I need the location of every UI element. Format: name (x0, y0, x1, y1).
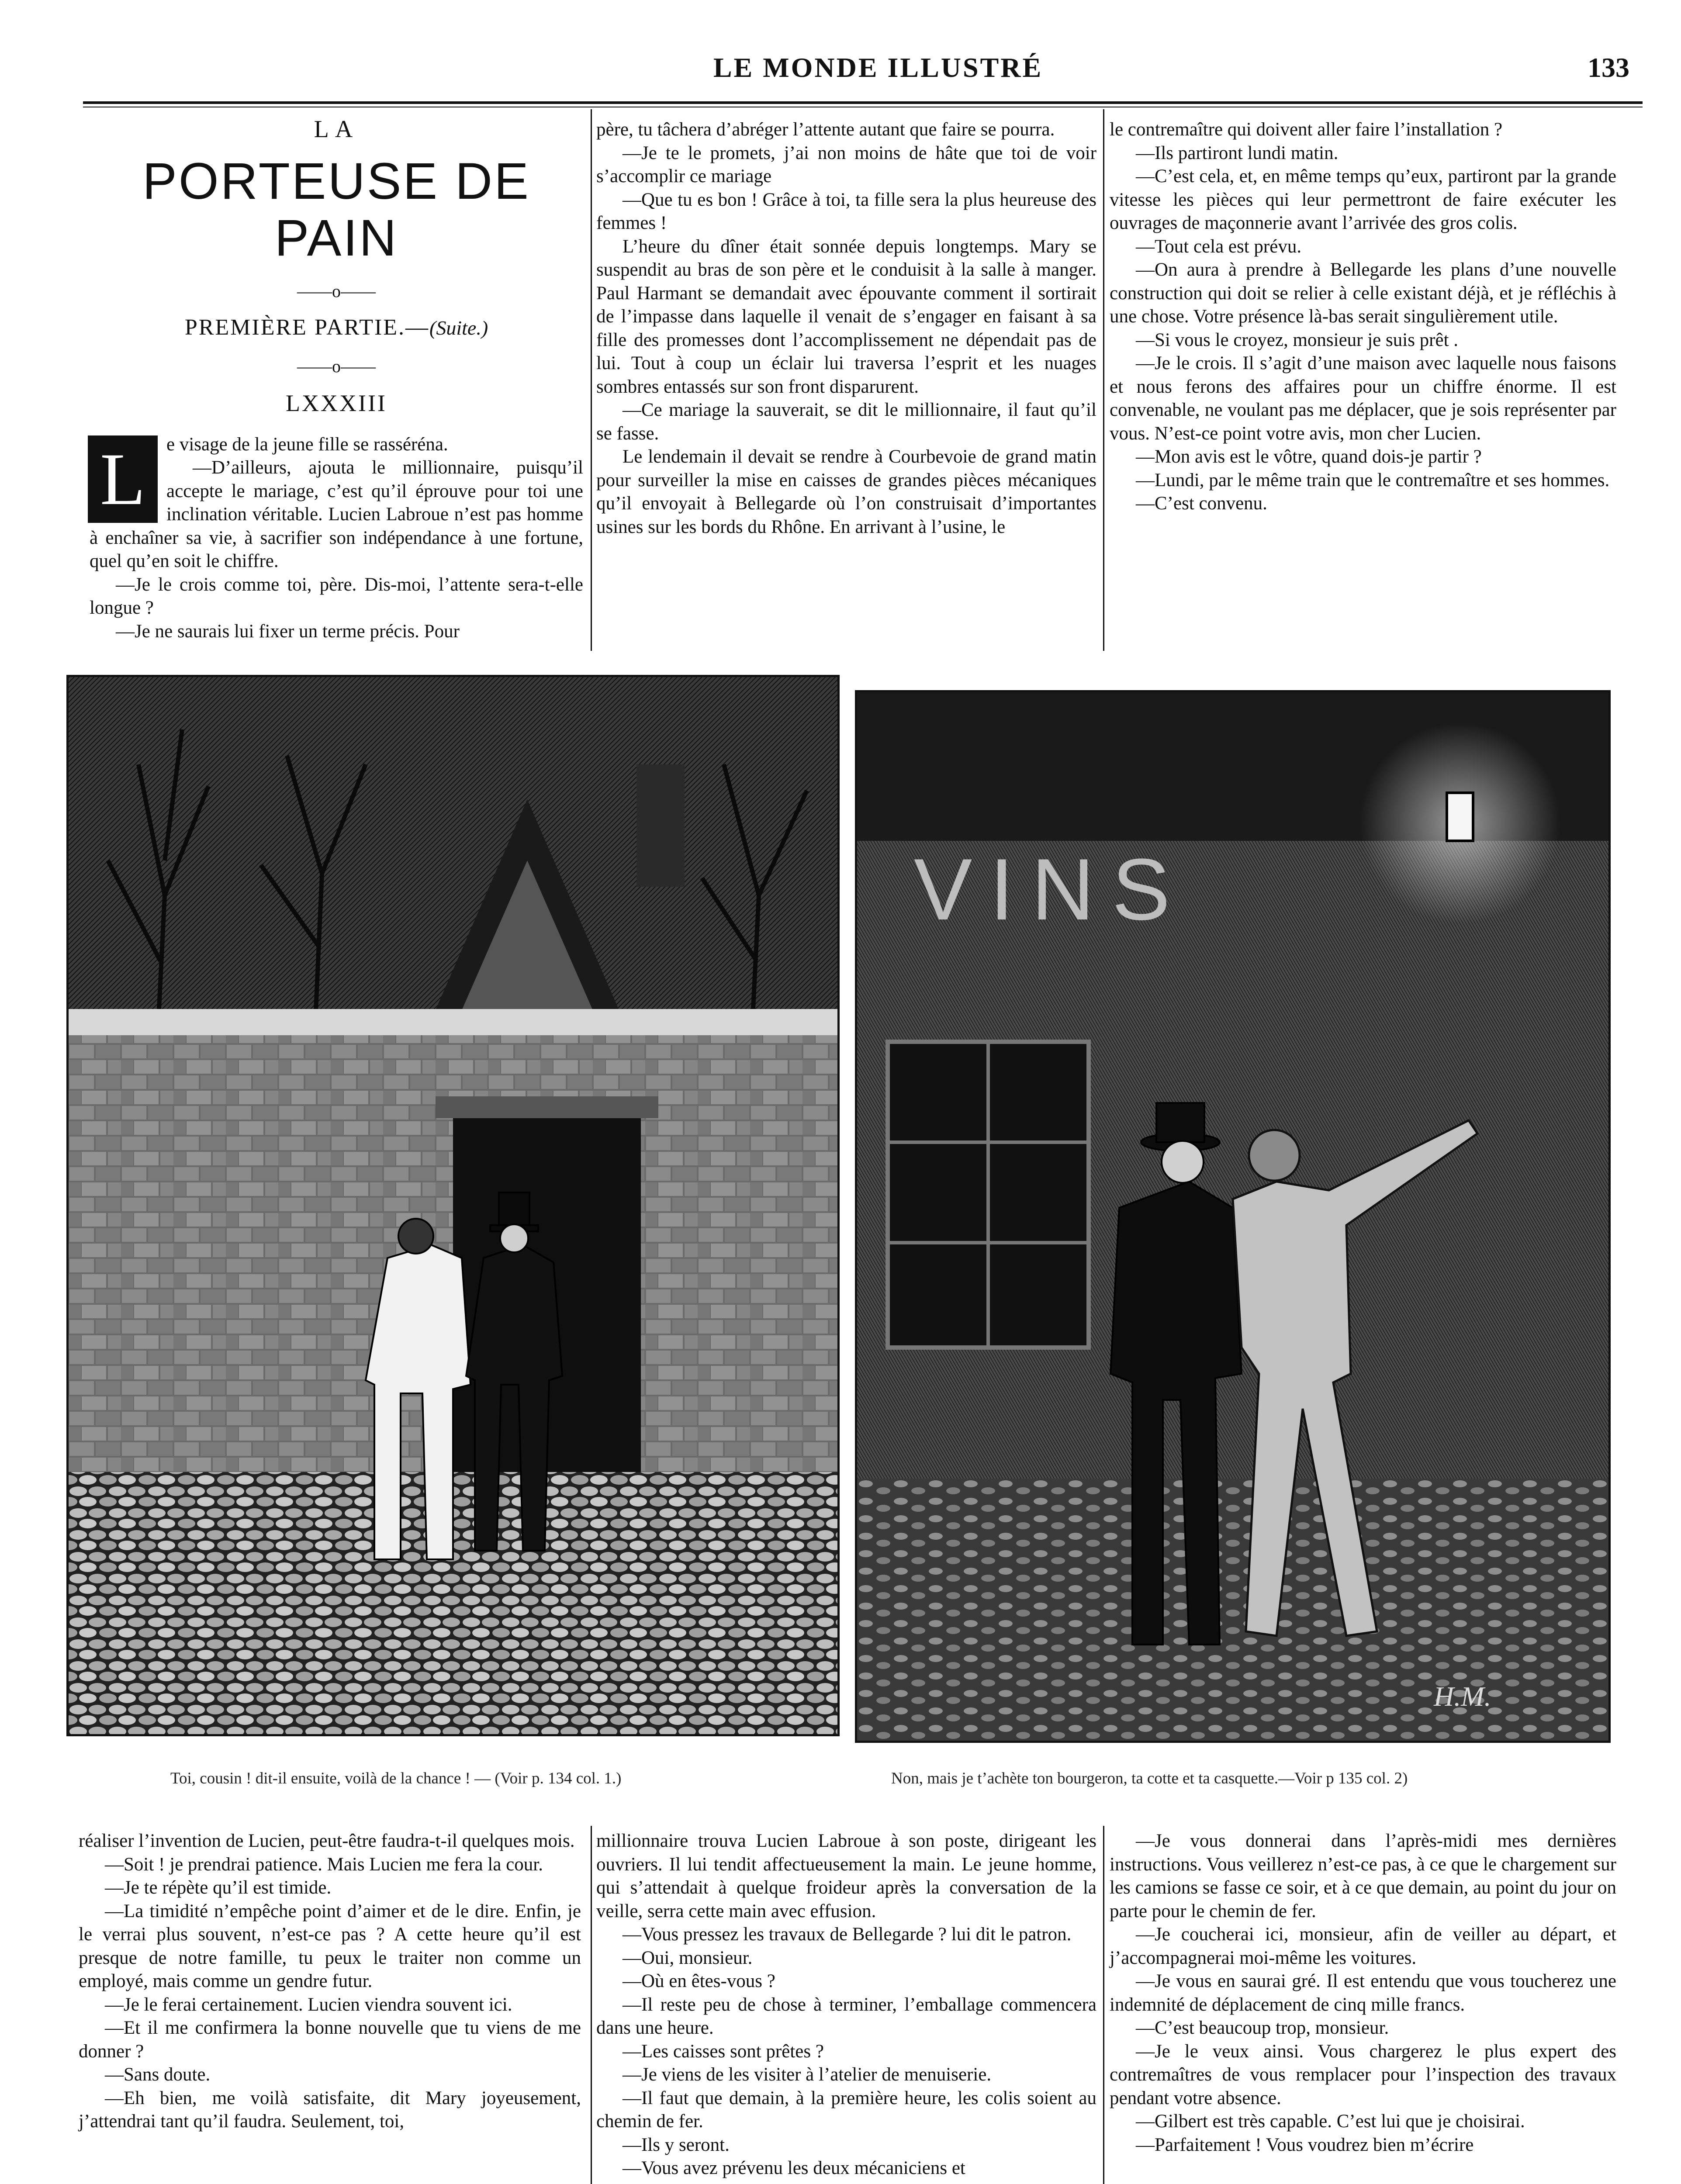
page-number: 133 (1588, 52, 1629, 83)
paragraph: —Que tu es bon ! Grâce à toi, ta fille sera la plus heureuse des femmes ! (596, 189, 1096, 233)
paragraph: —Il reste peu de chose à terminer, l’emballage commencera dans une heure. (596, 1994, 1096, 2038)
title-article: LA (314, 116, 359, 143)
header-rule (83, 101, 1643, 104)
paragraph: millionnaire trouva Lucien Labroue à son poste, dirigeant les ouvriers. Il lui tendit affectueusement la main. Le jeune homme, qui s’attendait à quelque froideur après la conversation de la veille, serra cette main avec effusion. (596, 1831, 1096, 1921)
paragraph: —Ils partiront lundi matin. (1136, 142, 1339, 163)
top-column-3 (1110, 118, 1616, 515)
paragraph: —Gilbert est très capable. C’est lui que je choisirai. (1136, 2111, 1525, 2132)
paragraph: —C’est convenu. (1136, 493, 1267, 514)
paragraph: —Je viens de les visiter à l’atelier de menuiserie. (623, 2064, 992, 2085)
top-column-2 (596, 118, 1096, 539)
paragraph: —Oui, monsieur. (623, 1947, 753, 1968)
paragraph: —Lundi, par le même train que le contremaître et ses hommes. (1136, 470, 1610, 491)
chapter-number: LXXXIII (286, 390, 387, 416)
paragraph: L’heure du dîner était sonnée depuis longtemps. Mary se suspendit au bras de son père et le conduisit à la salle à manger. Paul Harmant se demandait avec épouvante comment il sortirait de l’impasse dans laquelle il venait de s’engager en faisant à sa fille des promesses dont l’accomplissement ne dépendait pas de lui. Tout à coup un éclair lui traversa l’esprit et les nuages sombres entassés sur son front disparurent. (596, 236, 1096, 397)
paragraph: le contremaître qui doivent aller faire l’installation ? (1110, 119, 1503, 140)
paragraph: —Les caisses sont prêtes ? (623, 2041, 824, 2062)
paragraph: —C’est beaucoup trop, monsieur. (1136, 2018, 1389, 2038)
paragraph: —Eh bien, me voilà satisfaite, dit Mary joyeusement, j’attendrai tant qu’il faudra. Seulement, toi, (79, 2087, 581, 2132)
paragraph: —Vous pressez les travaux de Bellegarde ? lui dit le patron. (623, 1924, 1072, 1945)
artist-signature: H.M. (1434, 1681, 1491, 1712)
paragraph: —Je le ferai certainement. Lucien viendra souvent ici. (105, 1994, 512, 2015)
paragraph: —Je te le promets, j’ai non moins de hâte que toi de voir s’accomplir ce mariage (596, 142, 1096, 187)
column-rule (591, 109, 592, 651)
illustration-courtyard (66, 675, 840, 1736)
story-title: PORTEUSE DE PAIN (142, 152, 530, 267)
paragraph: —On aura à prendre à Bellegarde les plans d’une nouvelle construction qui doit se relier à celle existant déjà, et je réfléchis à une chose. Votre présence là-bas serait singulièrement utile. (1110, 259, 1616, 327)
paragraph: —Je le crois comme toi, père. Dis-moi, l’attente sera-t-elle longue ? (90, 574, 583, 618)
part-label: PREMIÈRE PARTIE.— (184, 315, 430, 340)
paragraph: —Où en êtes-vous ? (623, 1971, 775, 1991)
paragraph: —C’est cela, et, en même temps qu’eux, partiront par la grande vitesse les pièces qui leur permettront de faire exécuter les ouvrages de maçonnerie avant l’arrivée des gros colis. (1110, 166, 1616, 233)
courtyard-engraving (69, 677, 837, 1734)
drop-cap: L (88, 435, 158, 523)
paragraph: —Vous avez prévenu les deux mécaniciens et (623, 2158, 965, 2178)
paragraph: —Je vous en saurai gré. Il est entendu que vous toucherez une indemnité de déplacement de cinq mille francs. (1110, 1971, 1616, 2015)
paragraph: —Je le crois. Il s’agit d’une maison avec laquelle nous faisons et nous ferons des affaires pour un chiffre énorme. Il est convenable, ne voulant pas me déplacer, que je sois représenter par vous. N’est-ce point votre avis, mon cher Lucien. (1110, 353, 1616, 444)
paragraph: —D’ailleurs, ajouta le millionnaire, puisqu’il accepte le mariage, c’est qu’il éprouve pour toi une inclination véritable. Lucien Labroue n’est pas homme à enchaîner sa vie, à sacrifier son indépendance à une fortune, quel qu’en soit le chiffre. (90, 457, 583, 571)
paragraph: —Ce mariage la sauverait, se dit le millionnaire, il faut qu’il se fasse. (596, 400, 1096, 444)
illustration-tavern (855, 690, 1611, 1743)
paragraph: —Je te répète qu’il est timide. (105, 1877, 332, 1898)
caption-left: Toi, cousin ! dit-il ensuite, voilà de la chance ! — (Voir p. 134 col. 1.) (170, 1769, 622, 1787)
paragraph: —Sans doute. (105, 2064, 211, 2085)
column-rule (1103, 109, 1104, 651)
paragraph: —Il faut que demain, à la première heure, les colis soient au chemin de fer. (596, 2087, 1096, 2132)
paragraph: —Je le veux ainsi. Vous chargerez le plus expert des contremaîtres de vous remplacer pour l’inspection des travaux pendant votre absence. (1110, 2041, 1616, 2108)
bottom-column-3 (1110, 1829, 1616, 2156)
tavern-sign: VINS (914, 841, 1188, 938)
top-column-1 (90, 114, 583, 643)
paragraph: —Je coucherai ici, monsieur, afin de veiller au départ, et j’accompagnerai moi-même les voitures. (1110, 1924, 1616, 1968)
bottom-column-2 (596, 1829, 1096, 2180)
paragraph: —La timidité n’empêche point d’aimer et de le dire. Enfin, je le verrai plus souvent, n’est-ce pas ? A cette heure qu’il est presque de notre famille, tu peux le traiter non comme un employé, mais comme un gendre futur. (79, 1901, 581, 1991)
caption-right: Non, mais je t’achète ton bourgeron, ta cotte et ta casquette.—Voir p 135 col. 2) (891, 1769, 1408, 1787)
paragraph: —Ils y seront. (623, 2134, 730, 2155)
paragraph: —Si vous le croyez, monsieur je suis prêt . (1136, 329, 1459, 350)
part-heading (90, 316, 583, 340)
running-head: LE MONDE ILLUSTRÉ (713, 52, 1043, 83)
paragraph: réaliser l’invention de Lucien, peut-être faudra-t-il quelques mois. (79, 1831, 575, 1851)
paragraph: —Tout cela est prévu. (1136, 236, 1302, 257)
column-rule (1103, 1826, 1104, 2184)
part-suffix: (Suite.) (429, 317, 488, 339)
column-rule (591, 1826, 592, 2184)
paragraph: —Soit ! je prendrai patience. Mais Lucien me fera la cour. (105, 1854, 543, 1875)
paragraph: père, tu tâchera d’abréger l’attente autant que faire se pourra. (596, 119, 1055, 140)
paragraph: —Je ne saurais lui fixer un terme précis. Pour (116, 621, 460, 642)
paragraph: Le lendemain il devait se rendre à Courbevoie de grand matin pour surveiller la mise en caisses de grandes pièces mécaniques qu’il envoyait à Bellegarde où l’on construisait d’importantes usines sur les bords du Rhône. En arrivant à l’usine, le (596, 446, 1096, 537)
paragraph: e visage de la jeune fille se rasséréna. (166, 434, 448, 455)
ornament: ——o—— (297, 281, 376, 301)
paragraph: —Mon avis est le vôtre, quand dois-je partir ? (1136, 446, 1482, 467)
bottom-column-1 (79, 1829, 581, 2133)
paragraph: —Parfaitement ! Vous voudrez bien m’écrire (1136, 2134, 1474, 2155)
ornament: ——o—— (297, 356, 376, 376)
tavern-engraving (857, 692, 1608, 1741)
paragraph: —Et il me confirmera la bonne nouvelle que tu viens de me donner ? (79, 2018, 581, 2062)
paragraph: —Je vous donnerai dans l’après-midi mes dernières instructions. Vous veillerez n’est-ce pas, à ce que le chargement sur les camions se fasse ce soir, et à ce que demain, au point du jour on parte pour le chemin de fer. (1110, 1831, 1616, 1921)
